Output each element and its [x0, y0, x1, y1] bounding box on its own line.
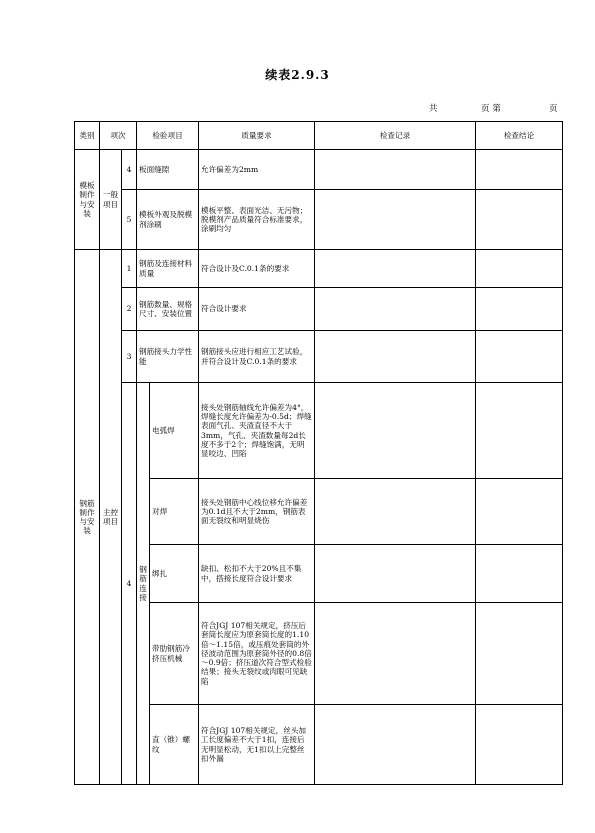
conclusion-cell[interactable]: [476, 250, 563, 288]
table-row: [75, 250, 563, 288]
table-row: [75, 383, 563, 479]
inspection-table: [74, 121, 563, 785]
page-title: 续表2.9.3: [265, 68, 330, 82]
category-formwork: 模板制作与安装: [75, 150, 100, 250]
header-requirement: 质量要求: [199, 122, 315, 150]
item-no: 3: [122, 331, 137, 383]
conclusion-cell[interactable]: [476, 288, 563, 331]
category-rebar: 钢筋制作与安装: [75, 250, 100, 785]
check-item: 模板外观及脱模剂涂刷: [137, 190, 199, 250]
check-item: 带肋钢筋冷挤压机械: [150, 603, 199, 705]
check-item: 钢筋数量、规格尺寸、安装位置: [137, 288, 199, 331]
check-item: 对焊: [150, 479, 199, 545]
header-conclusion: 检查结论: [476, 122, 563, 150]
requirement-text: 符合设计及C.0.1条的要求: [199, 250, 315, 288]
record-cell[interactable]: [315, 150, 476, 190]
conclusion-cell[interactable]: [476, 190, 563, 250]
conclusion-cell[interactable]: [476, 545, 563, 603]
table-row: [75, 331, 563, 383]
record-cell[interactable]: [315, 705, 476, 785]
total-pages-label: 共: [429, 104, 438, 114]
requirement-text: 接头处钢筋中心线位移允许偏差为0.1d且不大于2mm，钢筋表面无裂纹和明显烧伤: [199, 479, 315, 545]
requirement-text: 钢筋接头应进行相应工艺试验，并符合设计及C.0.1条的要求: [199, 331, 315, 383]
table-row: [75, 150, 563, 190]
item-no: 1: [122, 250, 137, 288]
conclusion-cell[interactable]: [476, 331, 563, 383]
header-check-item: 检验项目: [137, 122, 199, 150]
requirement-text: 允许偏差为2mm: [199, 150, 315, 190]
item-no: 2: [122, 288, 137, 331]
table-row: [75, 288, 563, 331]
page-number-label: 页 第: [481, 104, 501, 114]
record-cell[interactable]: [315, 250, 476, 288]
record-cell[interactable]: [315, 331, 476, 383]
item-no: 4: [122, 383, 137, 785]
record-cell[interactable]: [315, 479, 476, 545]
table-row: [75, 190, 563, 250]
item-no: 4: [122, 150, 137, 190]
table-header-row: [75, 122, 563, 150]
record-cell[interactable]: [315, 383, 476, 479]
check-item: 电弧焊: [150, 383, 199, 479]
group-general-items: 一般项目: [100, 150, 122, 250]
header-record: 检查记录: [315, 122, 476, 150]
page-end-label: 页: [549, 104, 558, 114]
record-cell[interactable]: [315, 190, 476, 250]
conclusion-cell[interactable]: [476, 383, 563, 479]
check-item: 板面缝隙: [137, 150, 199, 190]
conclusion-cell[interactable]: [476, 479, 563, 545]
requirement-text: 缺扣、松扣不大于20%且不集中，搭接长度符合设计要求: [199, 545, 315, 603]
conclusion-cell[interactable]: [476, 603, 563, 705]
record-cell[interactable]: [315, 603, 476, 705]
item-no: 5: [122, 190, 137, 250]
group-rebar-joint: 钢筋连接: [137, 383, 150, 785]
record-cell[interactable]: [315, 545, 476, 603]
check-item: 钢筋及连接材料质量: [137, 250, 199, 288]
requirement-text: 符合设计要求: [199, 288, 315, 331]
requirement-text: 符合JGJ 107相关规定，挤压后套筒长度应为原套筒长度的1.10倍～1.15倍，或压痕处套筒的外径波动范围为原套筒外径的0.8倍～0.9倍；挤压道次符合型式检验结果；接头无裂纹或肉眼可见缺陷: [199, 603, 315, 705]
requirement-text: 模板平整、表面光洁、无污物；脱模剂产品质量符合标准要求，涂刷均匀: [199, 190, 315, 250]
check-item: 钢筋接头力学性能: [137, 331, 199, 383]
check-item: 直（锥）螺纹: [150, 705, 199, 785]
conclusion-cell[interactable]: [476, 150, 563, 190]
header-item-no: 项次: [100, 122, 137, 150]
group-main-items: 主控项目: [100, 250, 122, 785]
record-cell[interactable]: [315, 288, 476, 331]
requirement-text: 符合JGJ 107相关规定，丝头加工长度偏差不大于1扣，连接后无明显松动，无1扣以上完整丝扣外漏: [199, 705, 315, 785]
requirement-text: 接头处钢筋轴线允许偏差为4°，焊缝长度允许偏差为-0.5d；焊缝表面气孔、夹渣直径不大于3mm，气孔、夹渣数量每2d长度不多于2个；焊缝饱满，无明显咬边、凹陷: [199, 383, 315, 479]
conclusion-cell[interactable]: [476, 705, 563, 785]
check-item: 绑扎: [150, 545, 199, 603]
header-category: 类别: [75, 122, 100, 150]
